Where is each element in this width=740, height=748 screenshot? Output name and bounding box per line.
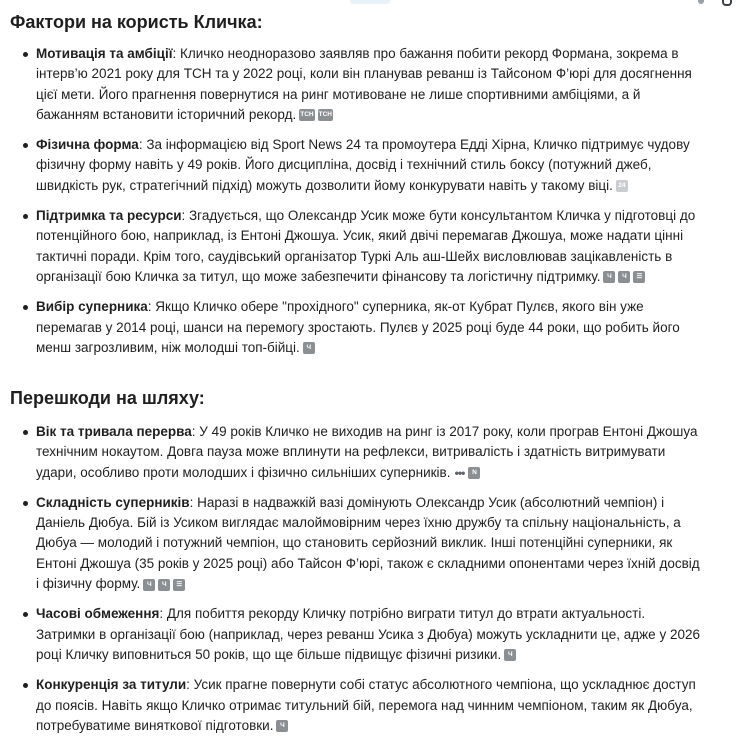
top-control-icon[interactable] — [698, 0, 704, 4]
item-term: Вибір суперника — [36, 299, 148, 315]
favorable-factors-list — [20, 44, 702, 368]
obstacles-list — [20, 422, 702, 746]
ch-source-icon[interactable]: Ч — [143, 579, 155, 591]
ch-source-icon[interactable]: Ч — [618, 271, 630, 283]
tsn-source-icon[interactable]: TCH — [318, 109, 333, 121]
ch-source-icon[interactable]: Ч — [158, 579, 170, 591]
item-term: Підтримка та ресурси — [36, 208, 182, 224]
item-text: : Якщо Кличко обере "прохідного" суперника, як-от Кубрат Пулєв, якого він уже перемагав у 2014 році, шанси на перемогу зростають. Пулєв у 2025 році буде 44 роки, що робить його менш загрозливим, ніж молодші топ-бійці. — [36, 299, 680, 355]
list-item — [20, 44, 702, 125]
item-term: Мотивація та амбіції — [36, 46, 173, 61]
item-term: Часові обмеження — [36, 606, 160, 622]
list-item — [20, 206, 702, 287]
item-text: : У 49 років Кличко не виходив на ринг із 2017 року, коли програв Ентоні Джошуа технічним нокаутом. Довга пауза може вплинути на рефлекси, витривалість і здатність витримувати удари, особливо проти молодших і фізично сильніших суперників. — [36, 424, 698, 480]
item-term: Конкуренція за титули — [36, 677, 187, 693]
list-item — [20, 297, 702, 358]
item-term: Складність суперників — [36, 494, 190, 510]
list-item — [20, 675, 702, 736]
item-text: : За інформацією від Sport News 24 та промоутера Едді Хірна, Кличко підтримує чудову фізичну форму навіть у 49 років. Його дисципліна, досвід і технічний стиль боксу (потужний джеб, швидкість рук, стратегічний підхід) можуть дозволити йому конкурувати навіть у такому віці. — [36, 137, 690, 193]
item-text: : Усик прагне повернути собі статус абсолютного чемпіона, що ускладнює доступ до поясів. Навіть якщо Кличко отримає титульний бій, перемога над чинним чемпіоном, таким як Дюбуа, потребуватиме виняткової підготовки. — [36, 677, 696, 733]
top-close-icon[interactable] — [722, 0, 732, 6]
top-strip — [0, 0, 740, 6]
ch-source-icon[interactable]: Ч — [603, 271, 615, 283]
tsn-source-icon[interactable]: TCH — [299, 109, 314, 121]
item-text: : Для побиття рекорду Кличку потрібно виграти титул до втрати актуальності. Затримки в організації бою (наприклад, через реванш Усика з Дюбуа) можуть ускладнити це, адже у 2026 році Кличку виповниться 50 років, що ще більше підвищує фізичні ризики. — [36, 606, 700, 662]
list-item — [20, 422, 702, 483]
ch-source-icon[interactable]: Ч — [504, 649, 516, 661]
item-term: Фізична форма — [36, 137, 139, 153]
item-term: Вік та тривала перерва — [36, 424, 192, 439]
sportnews24-source-icon[interactable]: 24 — [616, 180, 628, 192]
more-sources-icon[interactable]: ••• — [454, 466, 465, 481]
list-item — [20, 493, 702, 594]
ch-source-icon[interactable]: Ч — [276, 720, 288, 732]
ch-source-icon[interactable]: Ч — [303, 342, 315, 354]
section-title-obstacles: Перешкоди на шляху: — [10, 388, 205, 408]
item-text: : Кличко неодноразово заявляв про бажання побити рекорд Формана, зокрема в інтерв’ю 2021 року для ТСН та у 2022 році, коли він планував реванш із Тайсоном Ф’юрі для досягнення цієї мети. Його прагнення повернутися на ринг мотивоване не лише спортивними амбіціями, а й бажанням встановити історичний рекорд. — [36, 46, 692, 122]
top-tab-indicator — [350, 0, 390, 4]
section-title-favorable: Фактори на користь Кличка: — [10, 12, 263, 32]
doc-source-icon[interactable]: ☰ — [633, 271, 645, 283]
list-item — [20, 135, 702, 196]
list-item — [20, 604, 702, 665]
n-source-icon[interactable]: N — [468, 467, 480, 479]
doc-source-icon[interactable]: ☰ — [173, 579, 185, 591]
item-text: : Наразі в надважкій вазі домінують Олександр Усик (абсолютний чемпіон) і Даніель Дюбуа. Бій із Усиком виглядає малоймовірним через їхню дружбу та спільну національність, а Дюбуа — молодий і потужний чемпіон, що становить серйозний виклик. Інші потенційні суперники, як Ентоні Джошуа (35 років у 2025 році) або Тайсон Ф’юрі, також є складними опонентами через їхній досвід і фізичну форму. — [36, 494, 700, 592]
item-text: : Згадується, що Олександр Усик може бути консультантом Кличка у підготовці до потенційного бою, наприклад, із Ентоні Джошуа. Усик, який двічі перемагав Джошуа, може надати цінні тактичні поради. Крім того, саудівський організатор Туркі Аль аш-Шейх висловлював зацікавленість в організації бою Кличка за титул, що може забезпечити фінансову та логістичну підтримку. — [36, 208, 696, 284]
